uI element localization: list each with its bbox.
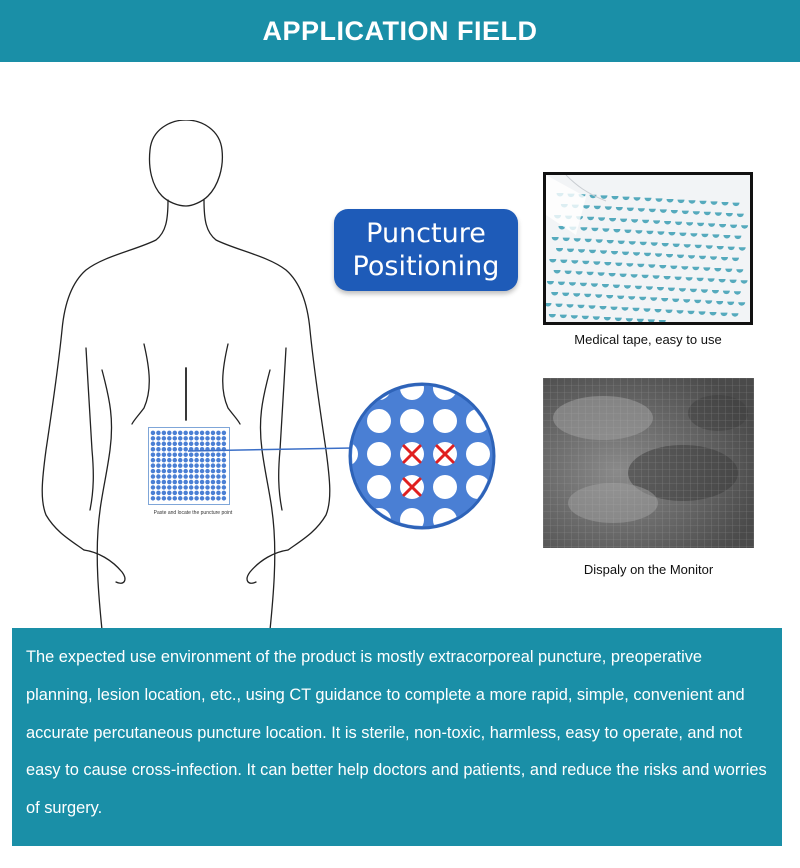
grid-dot bbox=[200, 480, 204, 484]
section-header bbox=[0, 0, 800, 62]
grid-dot bbox=[178, 496, 182, 500]
grid-dot bbox=[162, 474, 166, 478]
grid-dot bbox=[167, 442, 171, 446]
grid-dot bbox=[183, 474, 187, 478]
grid-dot bbox=[211, 474, 215, 478]
grid-dot bbox=[162, 431, 166, 435]
badge-line-1: Puncture bbox=[366, 218, 486, 249]
grid-dot bbox=[222, 496, 226, 500]
grid-dot bbox=[173, 431, 177, 435]
grid-dot bbox=[151, 431, 155, 435]
grid-dot bbox=[178, 491, 182, 495]
human-back-outline bbox=[40, 120, 340, 630]
grid-dot bbox=[162, 469, 166, 473]
grid-hole bbox=[367, 475, 391, 499]
grid-dot bbox=[189, 491, 193, 495]
grid-dot bbox=[178, 442, 182, 446]
grid-dot bbox=[200, 469, 204, 473]
grid-dot bbox=[151, 496, 155, 500]
grid-dot bbox=[167, 431, 171, 435]
grid-dot bbox=[205, 436, 209, 440]
grid-dot bbox=[189, 431, 193, 435]
grid-dot bbox=[178, 452, 182, 456]
grid-dot bbox=[222, 431, 226, 435]
grid-dot bbox=[222, 485, 226, 489]
grid-dot bbox=[205, 485, 209, 489]
grid-dot bbox=[189, 442, 193, 446]
grid-dot bbox=[173, 485, 177, 489]
grid-dot bbox=[194, 474, 198, 478]
grid-dot bbox=[183, 431, 187, 435]
grid-dot bbox=[211, 480, 215, 484]
grid-hole bbox=[433, 409, 457, 433]
grid-dot bbox=[167, 463, 171, 467]
puncture-positioning-badge bbox=[334, 209, 518, 291]
grid-dot bbox=[211, 442, 215, 446]
tape-dot bbox=[648, 319, 655, 322]
grid-dot bbox=[216, 431, 220, 435]
grid-dot bbox=[183, 436, 187, 440]
grid-dot bbox=[222, 474, 226, 478]
grid-hole bbox=[466, 442, 490, 466]
grid-dot bbox=[205, 442, 209, 446]
grid-hole bbox=[466, 382, 490, 400]
grid-dot bbox=[178, 463, 182, 467]
patch-caption: Paste and locate the puncture point bbox=[153, 510, 233, 516]
grid-dot bbox=[178, 436, 182, 440]
grid-dot bbox=[189, 474, 193, 478]
grid-dot bbox=[151, 469, 155, 473]
grid-dot bbox=[178, 485, 182, 489]
grid-dot bbox=[173, 442, 177, 446]
badge-line-2: Positioning bbox=[352, 251, 500, 282]
grid-dot bbox=[189, 485, 193, 489]
section-title: APPLICATION FIELD bbox=[262, 15, 538, 46]
grid-dot bbox=[162, 447, 166, 451]
grid-dot bbox=[162, 496, 166, 500]
description-box bbox=[12, 628, 782, 846]
grid-dot bbox=[156, 463, 160, 467]
grid-dot bbox=[205, 469, 209, 473]
grid-dot bbox=[200, 442, 204, 446]
grid-dot bbox=[173, 469, 177, 473]
grid-dot bbox=[183, 480, 187, 484]
grid-dot bbox=[162, 463, 166, 467]
grid-dot bbox=[194, 469, 198, 473]
grid-dot bbox=[216, 491, 220, 495]
grid-dot bbox=[216, 469, 220, 473]
grid-hole bbox=[367, 442, 391, 466]
grid-dot bbox=[167, 480, 171, 484]
application-illustration bbox=[0, 62, 800, 628]
grid-dot bbox=[151, 474, 155, 478]
grid-dot bbox=[156, 436, 160, 440]
grid-dot bbox=[194, 431, 198, 435]
grid-dot bbox=[189, 480, 193, 484]
grid-dot bbox=[211, 469, 215, 473]
grid-dot bbox=[162, 480, 166, 484]
grid-dot bbox=[200, 496, 204, 500]
grid-hole bbox=[348, 508, 358, 530]
grid-dot bbox=[205, 480, 209, 484]
grid-dot bbox=[162, 452, 166, 456]
grid-dot bbox=[189, 436, 193, 440]
grid-dot bbox=[167, 469, 171, 473]
grid-dot bbox=[178, 458, 182, 462]
grid-dot bbox=[189, 496, 193, 500]
grid-dot bbox=[183, 496, 187, 500]
grid-dot bbox=[211, 485, 215, 489]
grid-dot bbox=[211, 431, 215, 435]
grid-dot bbox=[151, 442, 155, 446]
grid-dot bbox=[222, 436, 226, 440]
monitor-scan-photo bbox=[543, 378, 754, 548]
grid-dot bbox=[167, 474, 171, 478]
grid-dot bbox=[173, 496, 177, 500]
grid-dot bbox=[173, 474, 177, 478]
grid-dot bbox=[205, 474, 209, 478]
grid-dot bbox=[173, 447, 177, 451]
tape-caption: Medical tape, easy to use bbox=[574, 332, 722, 347]
grid-dot bbox=[216, 496, 220, 500]
grid-hole bbox=[400, 409, 424, 433]
grid-dot bbox=[189, 469, 193, 473]
grid-dot bbox=[151, 447, 155, 451]
grid-dot bbox=[167, 452, 171, 456]
grid-dot bbox=[178, 480, 182, 484]
grid-dot bbox=[178, 469, 182, 473]
grid-dot bbox=[162, 491, 166, 495]
grid-dot bbox=[162, 436, 166, 440]
grid-dot bbox=[200, 491, 204, 495]
grid-dot bbox=[183, 442, 187, 446]
grid-dot bbox=[167, 458, 171, 462]
grid-dot bbox=[156, 485, 160, 489]
grid-dot bbox=[151, 491, 155, 495]
grid-dot bbox=[151, 436, 155, 440]
grid-dot bbox=[216, 474, 220, 478]
grid-dot bbox=[151, 463, 155, 467]
grid-dot bbox=[194, 442, 198, 446]
zoomed-grid-circle bbox=[348, 382, 496, 530]
grid-dot bbox=[156, 431, 160, 435]
medical-tape-photo bbox=[543, 172, 753, 325]
grid-hole bbox=[367, 409, 391, 433]
grid-dot bbox=[156, 447, 160, 451]
grid-dot bbox=[162, 442, 166, 446]
grid-dot bbox=[194, 491, 198, 495]
grid-dot bbox=[151, 452, 155, 456]
grid-dot bbox=[173, 452, 177, 456]
grid-dot bbox=[222, 480, 226, 484]
grid-dot bbox=[200, 485, 204, 489]
grid-dot bbox=[183, 485, 187, 489]
grid-dot bbox=[156, 458, 160, 462]
grid-dot bbox=[200, 474, 204, 478]
grid-dot bbox=[156, 469, 160, 473]
grid-dot bbox=[205, 496, 209, 500]
grid-dot bbox=[178, 447, 182, 451]
grid-dot bbox=[216, 442, 220, 446]
grid-dot bbox=[162, 485, 166, 489]
grid-dot bbox=[216, 480, 220, 484]
description-text: The expected use environment of the product is mostly extracorporeal puncture, preoperative planning, lesion location, etc., using CT guidance to complete a more rapid, simple, convenient and accurate percutaneous puncture location. It is sterile, non-toxic, harmless, easy to operate, and not easy to cause cross-infection. It can better help doctors and patients, and reduce the risks and worries of surgery. bbox=[26, 648, 767, 818]
grid-dot bbox=[178, 474, 182, 478]
grid-hole bbox=[348, 382, 358, 400]
grid-dot bbox=[151, 485, 155, 489]
grid-dot bbox=[162, 458, 166, 462]
grid-dot bbox=[211, 491, 215, 495]
monitor-caption: Dispaly on the Monitor bbox=[583, 562, 714, 577]
grid-dot bbox=[173, 480, 177, 484]
grid-dot bbox=[222, 442, 226, 446]
grid-dot bbox=[183, 491, 187, 495]
grid-dot bbox=[183, 469, 187, 473]
grid-dot bbox=[205, 431, 209, 435]
grid-dot bbox=[156, 496, 160, 500]
grid-dot bbox=[205, 491, 209, 495]
grid-dot bbox=[151, 458, 155, 462]
grid-dot bbox=[194, 496, 198, 500]
grid-dot bbox=[216, 436, 220, 440]
grid-dot bbox=[173, 436, 177, 440]
grid-dot bbox=[194, 480, 198, 484]
grid-dot bbox=[211, 436, 215, 440]
grid-hole bbox=[433, 475, 457, 499]
grid-dot bbox=[156, 491, 160, 495]
grid-dot bbox=[151, 480, 155, 484]
grid-dot bbox=[167, 491, 171, 495]
grid-dot bbox=[222, 491, 226, 495]
grid-dot bbox=[173, 458, 177, 462]
grid-dot bbox=[200, 431, 204, 435]
grid-dot bbox=[156, 474, 160, 478]
grid-dot bbox=[167, 496, 171, 500]
grid-dot bbox=[216, 485, 220, 489]
grid-dot bbox=[156, 442, 160, 446]
grid-dot bbox=[173, 491, 177, 495]
grid-dot bbox=[194, 436, 198, 440]
grid-dot bbox=[173, 463, 177, 467]
grid-dot bbox=[178, 431, 182, 435]
grid-dot bbox=[167, 436, 171, 440]
grid-dot bbox=[167, 447, 171, 451]
grid-dot bbox=[200, 436, 204, 440]
grid-dot bbox=[194, 485, 198, 489]
grid-dot bbox=[222, 469, 226, 473]
grid-dot bbox=[211, 496, 215, 500]
grid-dot bbox=[156, 480, 160, 484]
tape-dot bbox=[659, 320, 666, 322]
grid-dot bbox=[156, 452, 160, 456]
grid-dot bbox=[167, 485, 171, 489]
